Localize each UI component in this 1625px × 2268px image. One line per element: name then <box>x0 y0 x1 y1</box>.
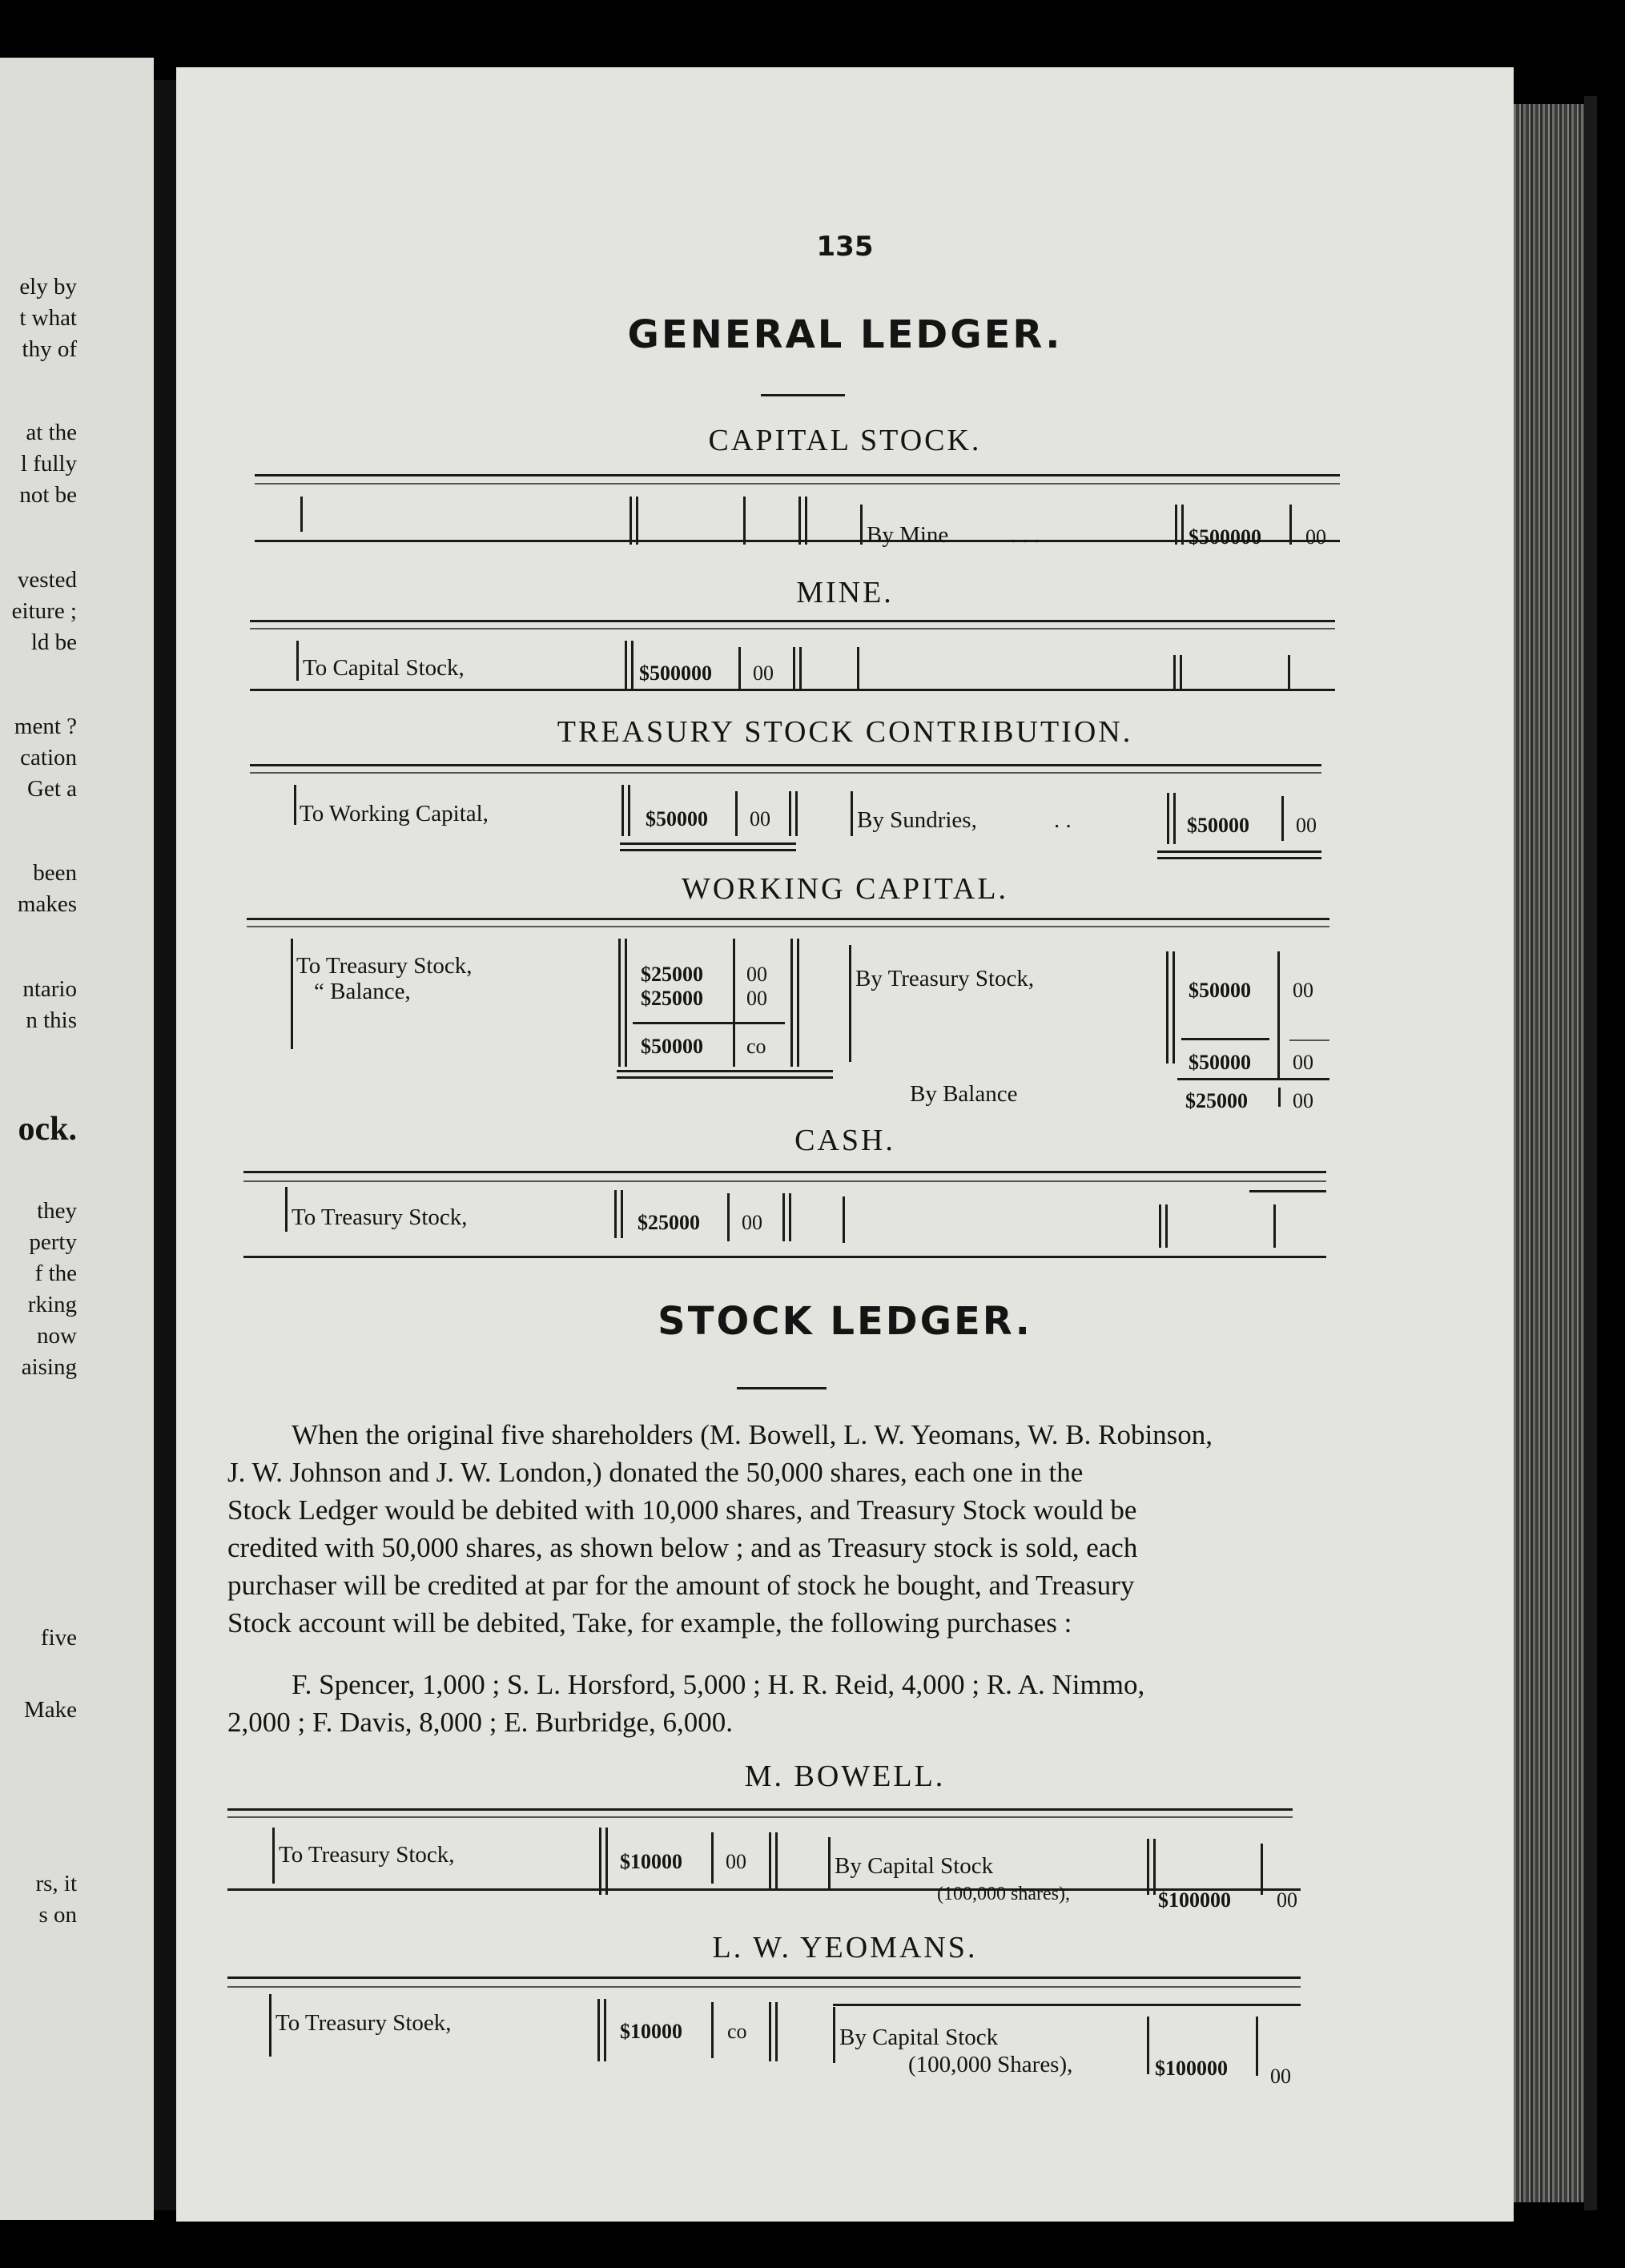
wc-credit-cents: 00 <box>1293 979 1313 1002</box>
yeomans-credit-amount: $100000 <box>1155 2057 1228 2080</box>
bowell-credit-label: By Capital Stock <box>835 1853 994 1879</box>
yeomans-credit-label: By Capital Stock <box>839 2025 999 2050</box>
mine-debit-amount: $500000 <box>639 662 712 685</box>
book-cover-edge <box>1584 96 1597 2210</box>
yeomans-credit-sub: (100,000 Shares), <box>908 2052 1073 2077</box>
left-page-fragment: ment ? <box>14 714 77 739</box>
left-page-fragment: Make <box>23 1697 77 1723</box>
left-page-fragment: makes <box>17 891 77 917</box>
wc-credit-total-cents: 00 <box>1293 1051 1313 1074</box>
paragraph-line: 2,000 ; F. Davis, 8,000 ; E. Burbridge, 6,000. <box>227 1707 734 1738</box>
yeomans-debit-label: To Treasury Stoek, <box>276 2010 452 2036</box>
left-page-fragment: cation <box>20 745 77 770</box>
stock-ledger-paragraph <box>227 1416 1325 1642</box>
left-facing-page <box>0 58 154 2220</box>
yeomans-credit-cents: 00 <box>1270 2065 1291 2088</box>
title-rule <box>761 394 845 396</box>
left-page-fragment: aising <box>21 1354 77 1380</box>
wc-credit-label: By Treasury Stock, <box>855 966 1035 991</box>
left-page-fragment: vested <box>17 567 77 593</box>
paragraph-line: F. Spencer, 1,000 ; S. L. Horsford, 5,000 ; H. R. Reid, 4,000 ; R. A. Nimmo, <box>292 1669 1145 1700</box>
cash-debit-label: To Treasury Stock, <box>292 1204 468 1230</box>
book-gutter <box>154 80 176 2210</box>
wc-debit-total-cents: co <box>746 1035 766 1058</box>
paragraph-line: When the original five shareholders (M. Bowell, L. W. Yeomans, W. B. Robinson, <box>292 1419 1213 1450</box>
bowell-credit-sub: (100,000 shares), <box>937 1884 1070 1904</box>
capital-stock-credit-amount: $500000 <box>1189 525 1261 549</box>
capital-stock-credit-label: By Mine <box>867 522 949 548</box>
wc-debit-line2: “ Balance, <box>314 979 411 1004</box>
wc-debit-amount2: $25000 <box>641 987 703 1010</box>
yeomans-debit-amount: $10000 <box>620 2020 682 2043</box>
left-page-fragment: Get a <box>27 776 77 802</box>
left-page-fragment: perty <box>29 1229 77 1255</box>
page-edges <box>1514 104 1590 2202</box>
capital-stock-heading: CAPITAL STOCK. <box>708 424 982 457</box>
left-page-fragment: five <box>40 1625 77 1651</box>
cash-debit-amount: $25000 <box>638 1211 700 1234</box>
capital-stock-credit-cents: 00 <box>1305 525 1326 549</box>
paragraph-line: purchaser will be credited at par for the amount of stock he bought, and Treasury <box>227 1570 1135 1601</box>
left-page-fragment: ld be <box>30 629 77 655</box>
wc-balance-label: By Balance <box>910 1081 1018 1107</box>
left-page-fragment: not be <box>19 482 77 508</box>
treasury-stock-contribution-heading: TREASURY STOCK CONTRIBUTION. <box>557 715 1133 749</box>
tsc-debit-label: To Working Capital, <box>300 801 489 826</box>
mine-debit-label: To Capital Stock, <box>303 655 465 681</box>
wc-credit-total: $50000 <box>1189 1051 1251 1074</box>
left-page-fragment: rs, it <box>35 1871 77 1896</box>
purchases-paragraph <box>227 1666 1325 1741</box>
left-page-fragment: ntario <box>22 976 77 1002</box>
left-page-fragment: now <box>37 1323 77 1349</box>
yeomans-heading: L. W. YEOMANS. <box>712 1931 978 1964</box>
left-page-fragment: they <box>37 1198 77 1224</box>
paragraph-line: credited with 50,000 shares, as shown below ; and as Treasury stock is sold, each <box>227 1532 1138 1563</box>
wc-balance-amount: $25000 <box>1185 1089 1248 1112</box>
paragraph-line: Stock account will be debited, Take, for example, the following purchases : <box>227 1607 1072 1639</box>
paragraph-line: J. W. Johnson and J. W. London,) donated the 50,000 shares, each one in the <box>227 1457 1084 1488</box>
wc-balance-cents: 00 <box>1293 1089 1313 1112</box>
left-page-fragment: n this <box>26 1007 77 1033</box>
bowell-debit-label: To Treasury Stock, <box>279 1842 455 1868</box>
tsc-credit-dots: . . <box>1054 807 1072 833</box>
left-page-fragment: s on <box>38 1902 77 1928</box>
tsc-credit-label: By Sundries, <box>857 807 977 833</box>
left-page-fragment: l fully <box>20 451 77 477</box>
cash-heading: CASH. <box>794 1124 895 1157</box>
mine-heading: MINE. <box>796 576 894 609</box>
paragraph-line: Stock Ledger would be debited with 10,000 shares, and Treasury Stock would be <box>227 1494 1137 1526</box>
left-page-fragment: t what <box>19 305 77 331</box>
wc-debit-cents2: 00 <box>746 987 767 1010</box>
stock-ledger-title: STOCK LEDGER. <box>658 1299 1032 1344</box>
left-page-fragment: rking <box>27 1292 77 1317</box>
page-number: 135 <box>816 231 874 263</box>
wc-debit-amount1: $25000 <box>641 963 703 986</box>
left-page-heading-fragment: ock. <box>18 1111 77 1148</box>
left-page-fragment: eiture ; <box>11 598 77 624</box>
left-page-fragment: f the <box>34 1261 77 1286</box>
capital-stock-credit-dots: . . . <box>1011 522 1040 548</box>
cash-debit-cents: 00 <box>742 1211 762 1234</box>
left-page-fragment: thy of <box>22 336 77 362</box>
yeomans-debit-cents: co <box>727 2020 747 2043</box>
bowell-debit-amount: $10000 <box>620 1850 682 1873</box>
tsc-debit-amount: $50000 <box>646 807 708 830</box>
wc-debit-line1: To Treasury Stock, <box>296 953 473 979</box>
working-capital-heading: WORKING CAPITAL. <box>681 872 1009 906</box>
tsc-credit-cents: 00 <box>1296 814 1317 837</box>
m-bowell-heading: M. BOWELL. <box>744 1759 946 1793</box>
left-page-fragment: been <box>33 860 77 886</box>
bowell-debit-cents: 00 <box>726 1850 746 1873</box>
mine-debit-cents: 00 <box>753 662 774 685</box>
stock-ledger-rule <box>737 1387 827 1389</box>
wc-debit-total: $50000 <box>641 1035 703 1058</box>
left-page-fragment: at the <box>26 420 77 445</box>
tsc-credit-amount: $50000 <box>1187 814 1249 837</box>
bowell-credit-amount: $100000 <box>1158 1888 1231 1912</box>
wc-credit-amount: $50000 <box>1189 979 1251 1002</box>
general-ledger-title: GENERAL LEDGER. <box>627 312 1063 357</box>
wc-debit-cents1: 00 <box>746 963 767 986</box>
left-page-fragment: ely by <box>19 274 77 300</box>
bowell-credit-cents: 00 <box>1277 1888 1297 1912</box>
tsc-debit-cents: 00 <box>750 807 770 830</box>
